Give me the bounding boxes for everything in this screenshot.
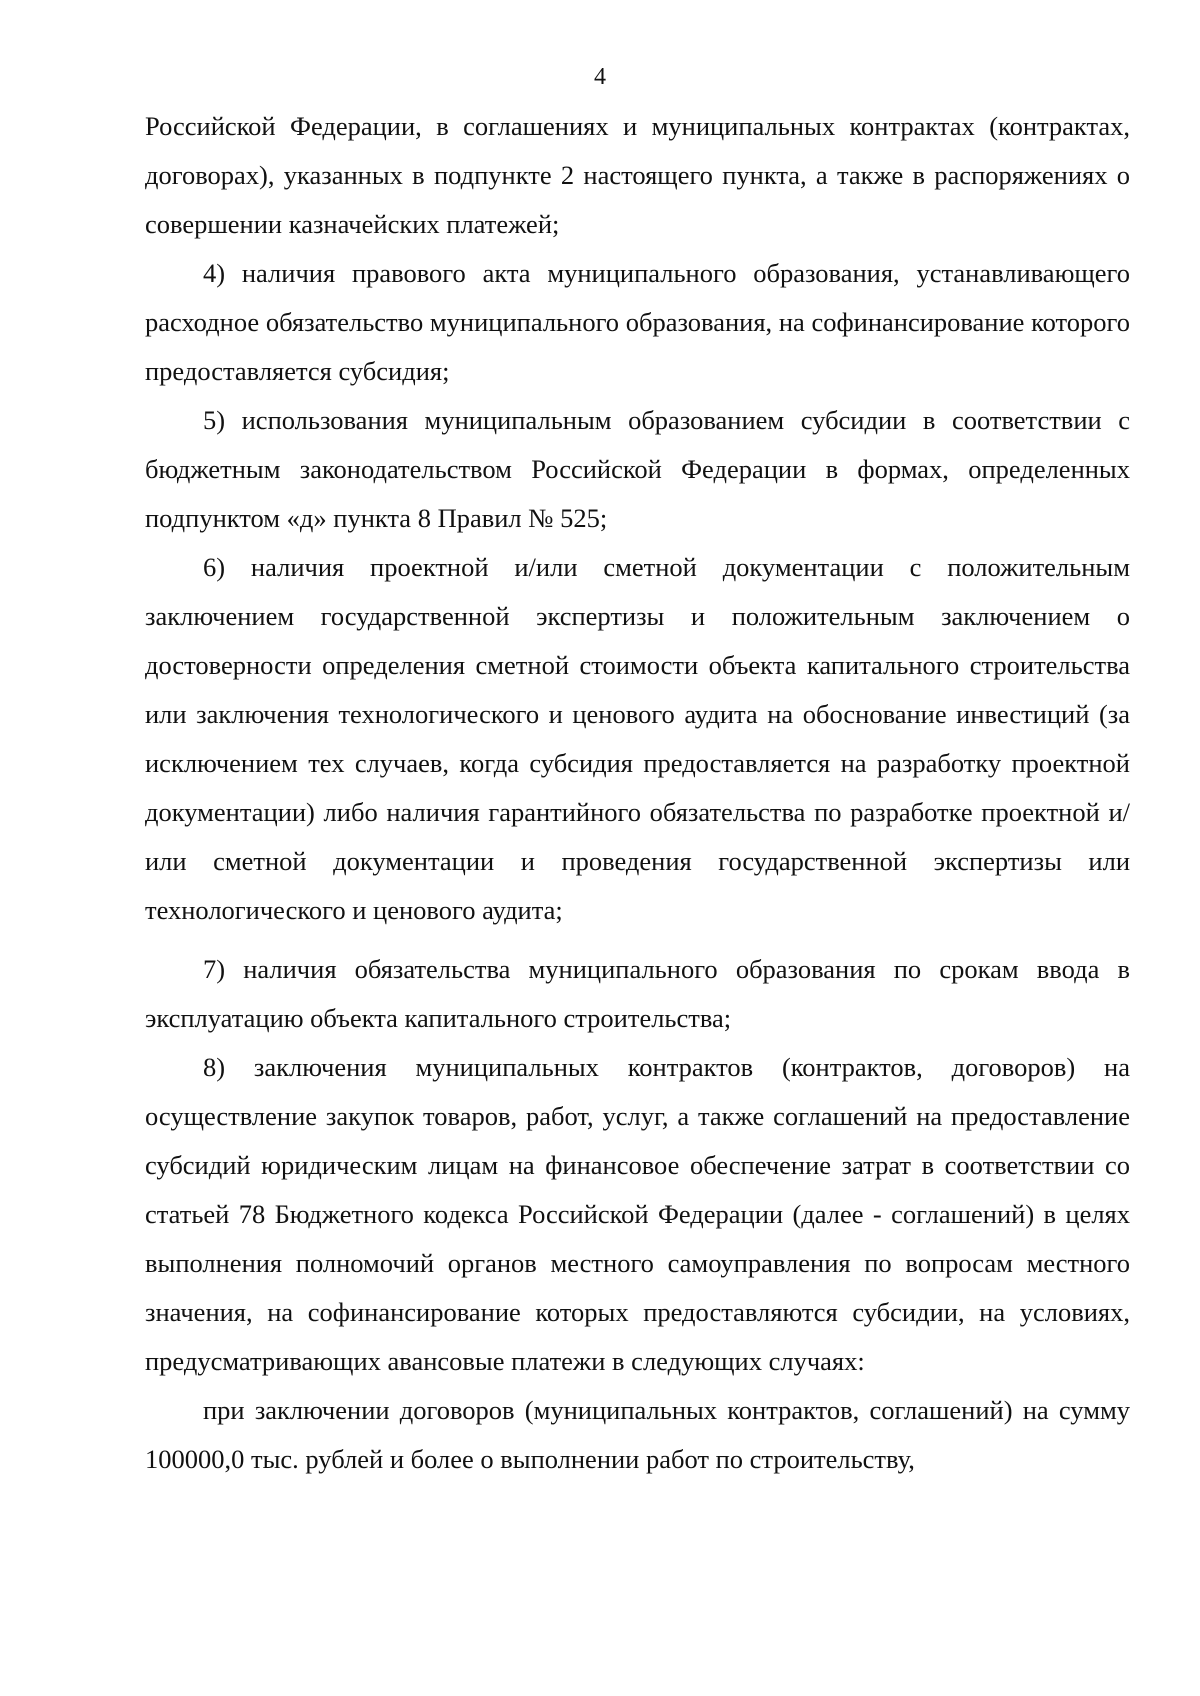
paragraph-item-7: 7) наличия обязательства муниципального образования по срокам ввода в эксплуатацию объекта капитального строительства; — [145, 954, 1130, 1033]
paragraph-item-6: 6) наличия проектной и/или сметной документации с положительным заключением государственной экспертизы и положительным заключением о достоверности определения сметной стоимости объекта капитального строительства или заключения технологического и ценового аудита на обоснование инвестиций (за исключением тех случаев, когда субсидия предоставляется на разработку проектной документации) либо наличия гарантийного обязательства по разработке проектной и/или сметной документации и проведения государственной экспертизы или технологического и ценового аудита; — [145, 552, 1130, 925]
document-body — [145, 102, 1130, 1484]
paragraph-item-4: 4) наличия правового акта муниципального образования, устанавливающего расходное обязательство муниципального образования, на софинансирование которого предоставляется субсидия; — [145, 258, 1130, 386]
paragraph-item-8: 8) заключения муниципальных контрактов (контрактов, договоров) на осуществление закупок товаров, работ, услуг, а также соглашений на предоставление субсидий юридическим лицам на финансовое обеспечение затрат в соответствии со статьей 78 Бюджетного кодекса Российской Федерации (далее - соглашений) в целях выполнения полномочий органов местного самоуправления по вопросам местного значения, на софинансирование которых предоставляются субсидии, на условиях, предусматривающих авансовые платежи в следующих случаях: — [145, 1052, 1130, 1376]
paragraph-advance-payment-case: при заключении договоров (муниципальных контрактов, соглашений) на сумму 100000,0 тыс. рублей и более о выполнении работ по строительству, — [145, 1395, 1130, 1474]
paragraph-continuation: Российской Федерации, в соглашениях и муниципальных контрактах (контрактах, договорах), указанных в подпункте 2 настоящего пункта, а также в распоряжениях о совершении казначейских платежей; — [145, 111, 1130, 239]
page-number: 4 — [594, 64, 606, 90]
paragraph-item-5: 5) использования муниципальным образованием субсидии в соответствии с бюджетным законодательством Российской Федерации в формах, определенных подпунктом «д» пункта 8 Правил № 525; — [145, 405, 1130, 533]
